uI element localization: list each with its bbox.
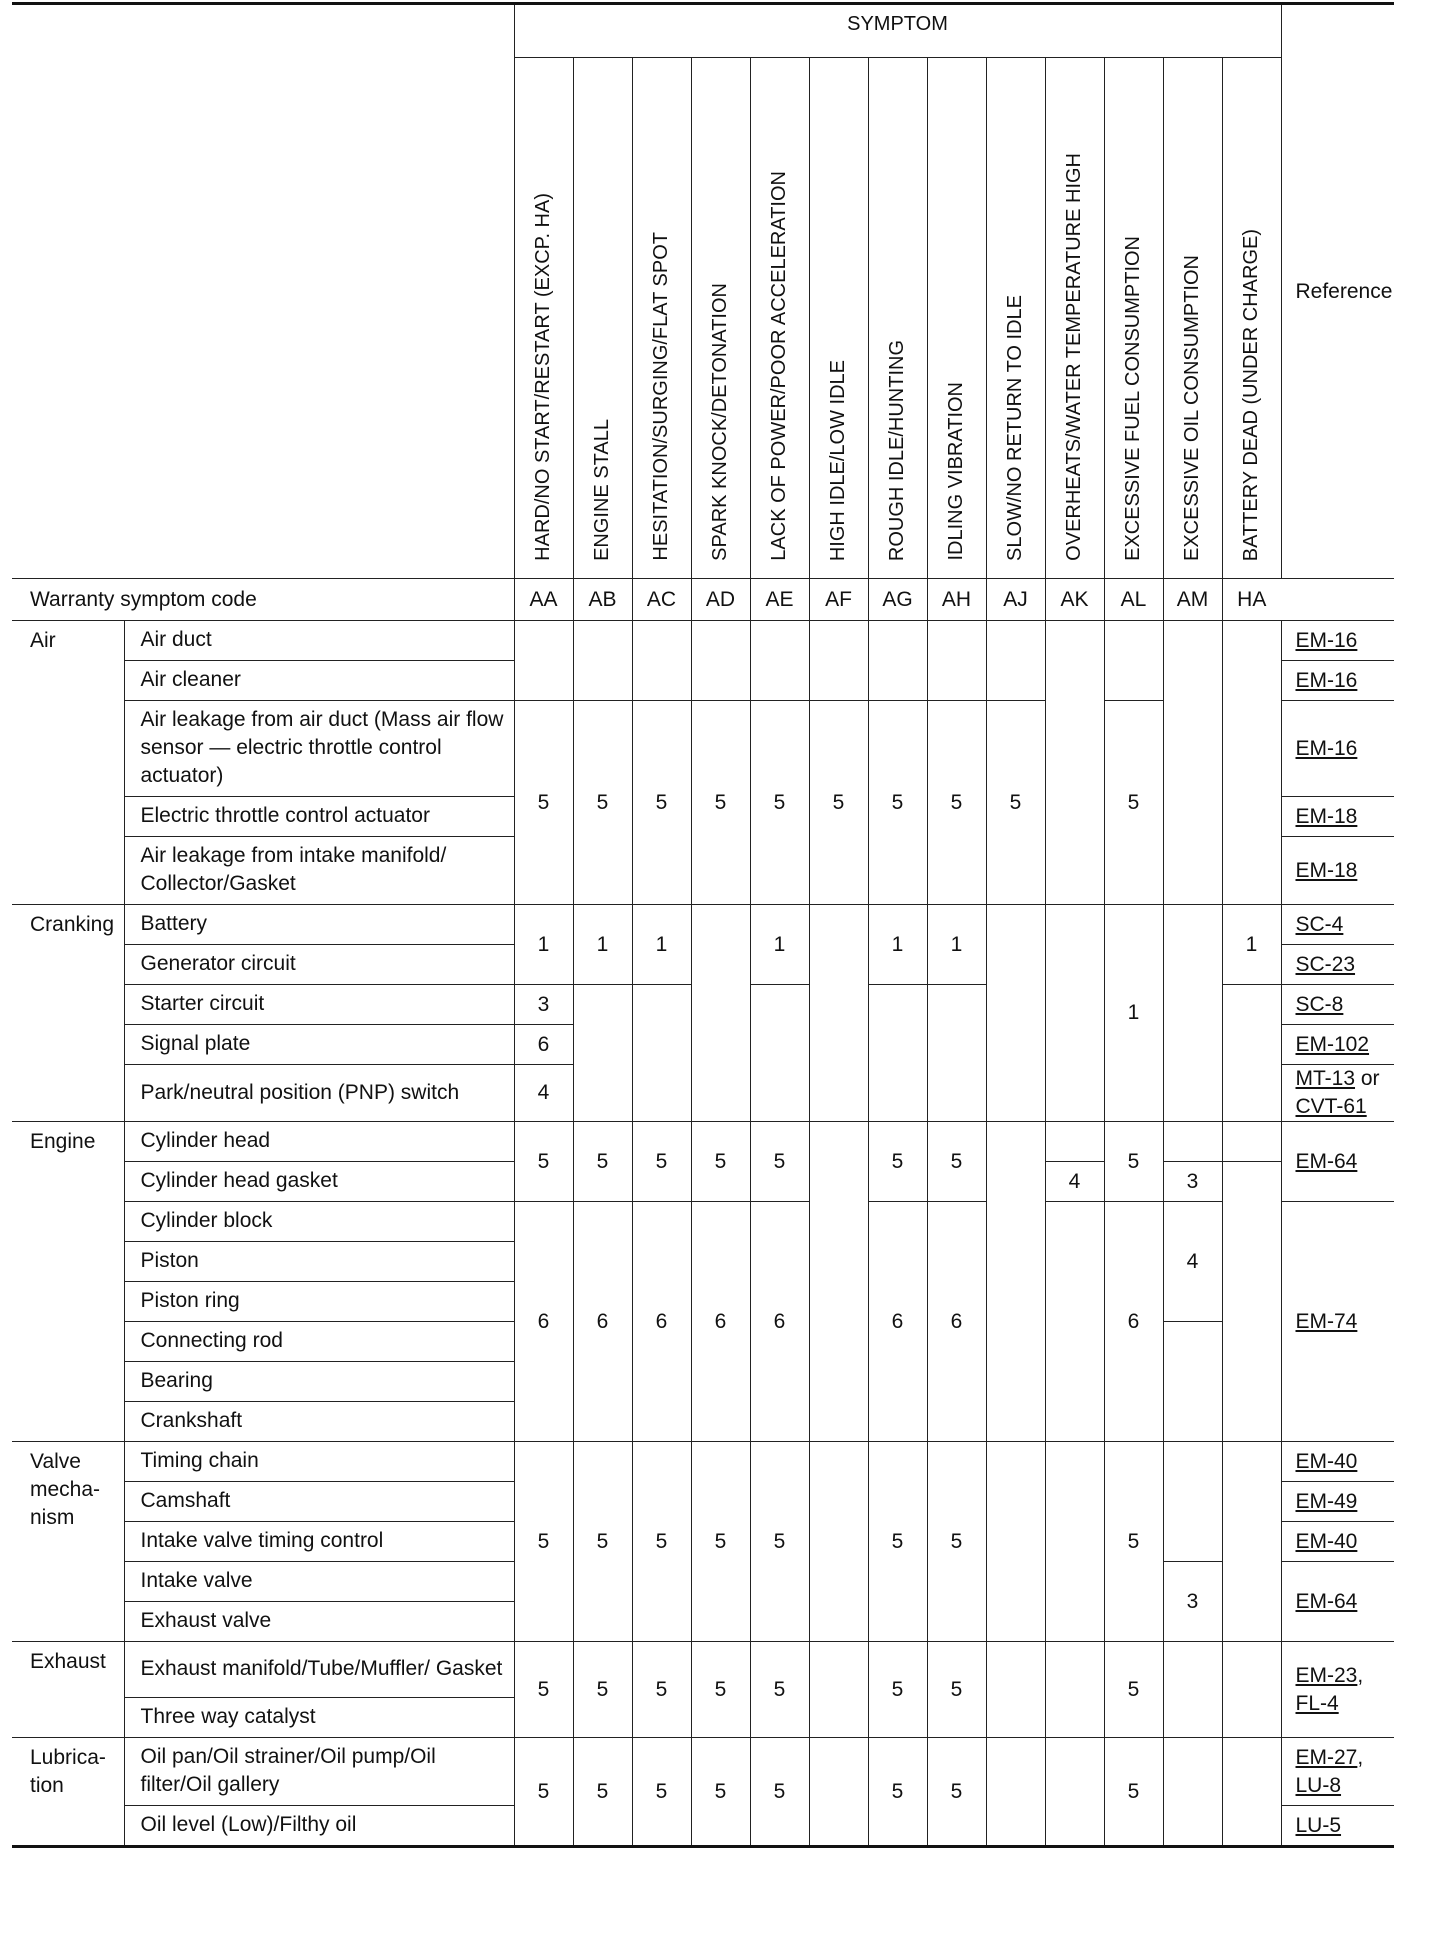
value-cell: 5 <box>986 701 1045 905</box>
value-cell: 5 <box>573 1642 632 1738</box>
symptom-table <box>12 2 1394 1848</box>
symptom-label: LACK OF POWER/POOR ACCELERATION <box>768 171 790 561</box>
cell-empty <box>809 905 868 1122</box>
value-cell: 5 <box>868 1642 927 1738</box>
symptom-label: HESITATION/SURGING/FLAT SPOT <box>650 232 672 561</box>
ref-link[interactable]: EM-40 <box>1295 1529 1358 1553</box>
ref-cell <box>1281 661 1394 701</box>
symptom-name <box>1045 58 1104 579</box>
ref-cell <box>1281 701 1394 797</box>
value-cell: 5 <box>809 701 868 905</box>
value-cell: 5 <box>691 1642 750 1738</box>
symptom-table-wrapper <box>12 2 1394 1848</box>
value-cell: 5 <box>927 701 986 905</box>
value-cell: 5 <box>1104 701 1163 905</box>
cell-empty <box>1163 621 1222 905</box>
ref-link[interactable]: EM-102 <box>1295 1032 1370 1056</box>
symptom-name <box>986 58 1045 579</box>
ref-link[interactable]: EM-49 <box>1295 1489 1358 1513</box>
cell-empty <box>809 1642 868 1738</box>
value-cell: 1 <box>927 905 986 985</box>
cell-empty <box>1222 985 1281 1122</box>
symptom-label: SLOW/NO RETURN TO IDLE <box>1004 295 1026 561</box>
group-air: Air <box>12 621 124 905</box>
symptom-name <box>1104 58 1163 579</box>
ref-link[interactable]: SC-4 <box>1295 912 1344 936</box>
value-cell: 6 <box>1104 1202 1163 1442</box>
ref-cell <box>1281 1025 1394 1065</box>
item-crankshaft: Crankshaft <box>124 1402 514 1442</box>
value-cell: 1 <box>868 905 927 985</box>
value-cell: 5 <box>691 1738 750 1847</box>
value-cell: 5 <box>514 701 573 905</box>
item-piston: Piston <box>124 1242 514 1282</box>
ref-cell <box>1281 1522 1394 1562</box>
cell-empty <box>750 985 809 1122</box>
symptom-label: ROUGH IDLE/HUNTING <box>886 339 908 561</box>
cell-empty <box>1045 905 1104 1122</box>
symptom-name <box>1163 58 1222 579</box>
symptom-name <box>868 58 927 579</box>
value-cell: 6 <box>927 1202 986 1442</box>
ref-cell <box>1281 1442 1394 1482</box>
item-cyl-block: Cylinder block <box>124 1202 514 1242</box>
warranty-code: AH <box>927 579 986 621</box>
warranty-code: AB <box>573 579 632 621</box>
symptom-name <box>632 58 691 579</box>
ref-cell <box>1281 985 1394 1025</box>
ref-link[interactable]: EM-18 <box>1295 804 1358 828</box>
cell-empty <box>809 621 868 701</box>
ref-link[interactable]: EM-64 <box>1295 1149 1358 1173</box>
item-timing-chain: Timing chain <box>124 1442 514 1482</box>
group-lubrication: Lubrica-tion <box>12 1738 124 1847</box>
cell-empty <box>809 1442 868 1642</box>
ref-comma: , <box>1357 1745 1364 1769</box>
warranty-code: AM <box>1163 579 1222 621</box>
ref-cell <box>1281 1122 1394 1202</box>
value-cell: 1 <box>573 905 632 985</box>
item-intake-valve: Intake valve <box>124 1562 514 1602</box>
cell-empty <box>1222 621 1281 905</box>
warranty-code: AF <box>809 579 868 621</box>
value-cell: 5 <box>1104 1738 1163 1847</box>
value-cell: 5 <box>632 1442 691 1642</box>
cell-empty <box>1163 1642 1222 1738</box>
item-air-duct: Air duct <box>124 621 514 661</box>
ref-cell <box>1281 797 1394 837</box>
ref-cell <box>1281 1482 1394 1522</box>
value-cell: 3 <box>1163 1562 1222 1642</box>
symptom-label: HARD/NO START/RESTART (EXCP. HA) <box>532 193 554 561</box>
ref-link[interactable]: CVT-61 <box>1295 1095 1367 1118</box>
ref-link[interactable]: LU-8 <box>1295 1773 1342 1797</box>
ref-cell <box>1281 905 1394 945</box>
ref-link[interactable]: EM-74 <box>1295 1309 1358 1333</box>
item-etc-actuator: Electric throttle control actuator <box>124 797 514 837</box>
item-air-cleaner: Air cleaner <box>124 661 514 701</box>
cell-empty <box>573 985 632 1122</box>
item-generator: Generator circuit <box>124 945 514 985</box>
ref-link[interactable]: SC-8 <box>1295 992 1344 1016</box>
cell-empty <box>1163 1442 1222 1562</box>
cell-empty <box>573 621 632 701</box>
value-cell: 3 <box>1163 1162 1222 1202</box>
cell-empty <box>986 1738 1045 1847</box>
value-cell: 5 <box>632 1642 691 1738</box>
warranty-code: AD <box>691 579 750 621</box>
item-air-leak-duct: Air leakage from air duct (Mass air flow sensor — electric throttle control actuator) <box>124 701 514 797</box>
value-cell: 4 <box>1163 1202 1222 1322</box>
cell-empty <box>1045 1738 1104 1847</box>
item-cyl-head-gasket: Cylinder head gasket <box>124 1162 514 1202</box>
item-exhaust-valve: Exhaust valve <box>124 1602 514 1642</box>
value-cell: 1 <box>514 905 573 985</box>
ref-cell <box>1281 837 1394 905</box>
cell-empty <box>514 621 573 701</box>
symptom-label: HIGH IDLE/LOW IDLE <box>827 359 849 561</box>
symptom-name <box>514 58 573 579</box>
item-exhaust-manifold: Exhaust manifold/Tube/Muffler/ Gasket <box>124 1642 514 1698</box>
item-oil-level: Oil level (Low)/Filthy oil <box>124 1806 514 1847</box>
item-cyl-head: Cylinder head <box>124 1122 514 1162</box>
value-cell: 5 <box>573 1738 632 1847</box>
ref-link[interactable]: EM-16 <box>1295 668 1358 692</box>
ref-comma: , <box>1357 1663 1364 1687</box>
value-cell: 5 <box>514 1122 573 1202</box>
value-cell: 1 <box>750 905 809 985</box>
value-cell: 5 <box>750 1442 809 1642</box>
value-cell: 6 <box>750 1202 809 1442</box>
item-signal-plate: Signal plate <box>124 1025 514 1065</box>
cell-empty <box>868 985 927 1122</box>
item-air-leak-manifold: Air leakage from intake manifold/ Collector/Gasket <box>124 837 514 905</box>
ref-link[interactable]: EM-16 <box>1295 628 1358 652</box>
ref-link[interactable]: FL-4 <box>1295 1691 1339 1715</box>
symptom-name <box>927 58 986 579</box>
symptom-name <box>750 58 809 579</box>
value-cell: 5 <box>573 1122 632 1202</box>
value-cell: 5 <box>691 1122 750 1202</box>
cell-empty <box>1045 1442 1104 1642</box>
warranty-code: AA <box>514 579 573 621</box>
ref-cell <box>1281 1065 1394 1122</box>
cell-empty <box>632 621 691 701</box>
symptom-label: SPARK KNOCK/DETONATION <box>709 283 731 561</box>
cell-empty <box>927 985 986 1122</box>
ref-link[interactable]: SC-23 <box>1295 952 1356 976</box>
value-cell: 5 <box>632 1738 691 1847</box>
cell-empty <box>1045 621 1104 905</box>
cell-empty <box>691 621 750 701</box>
value-cell: 5 <box>691 701 750 905</box>
cell-empty <box>1045 1122 1104 1162</box>
value-cell: 6 <box>691 1202 750 1442</box>
item-battery: Battery <box>124 905 514 945</box>
value-cell: 6 <box>632 1202 691 1442</box>
ref-cell <box>1281 1642 1394 1738</box>
cell-empty <box>986 1442 1045 1642</box>
item-bearing: Bearing <box>124 1362 514 1402</box>
value-cell: 5 <box>927 1442 986 1642</box>
value-cell: 5 <box>927 1122 986 1202</box>
value-cell: 1 <box>632 905 691 985</box>
warranty-code: AC <box>632 579 691 621</box>
warranty-code: AJ <box>986 579 1045 621</box>
cell-empty <box>1104 621 1163 701</box>
value-cell: 6 <box>868 1202 927 1442</box>
symptom-label: EXCESSIVE FUEL CONSUMPTION <box>1122 236 1144 561</box>
symptom-name <box>1222 58 1281 579</box>
value-cell: 5 <box>750 701 809 905</box>
warranty-code: AK <box>1045 579 1104 621</box>
value-cell: 5 <box>632 1122 691 1202</box>
warranty-code: AG <box>868 579 927 621</box>
value-cell: 5 <box>514 1738 573 1847</box>
ref-link[interactable]: EM-27 <box>1295 1745 1358 1769</box>
value-cell: 1 <box>1222 905 1281 985</box>
item-con-rod: Connecting rod <box>124 1322 514 1362</box>
header-blank <box>12 4 514 579</box>
item-catalyst: Three way catalyst <box>124 1698 514 1738</box>
warranty-code: HA <box>1222 579 1281 621</box>
value-cell: 5 <box>868 1122 927 1202</box>
value-cell: 5 <box>868 701 927 905</box>
group-engine: Engine <box>12 1122 124 1442</box>
value-cell: 5 <box>868 1442 927 1642</box>
value-cell: 5 <box>927 1642 986 1738</box>
cell-empty <box>1222 1162 1281 1442</box>
value-cell: 4 <box>1045 1162 1104 1202</box>
ref-link[interactable]: EM-23 <box>1295 1663 1358 1687</box>
value-cell: 5 <box>750 1642 809 1738</box>
cell-empty <box>1222 1442 1281 1642</box>
cell-empty <box>750 621 809 701</box>
symptom-label: EXCESSIVE OIL CONSUMPTION <box>1181 255 1203 561</box>
symptom-label: ENGINE STALL <box>591 419 613 561</box>
cell-empty <box>1163 1122 1222 1162</box>
value-cell: 5 <box>1104 1642 1163 1738</box>
ref-link[interactable]: EM-64 <box>1295 1589 1358 1613</box>
reference-header: Reference <box>1281 4 1394 579</box>
item-ivtc: Intake valve timing control <box>124 1522 514 1562</box>
value-cell: 6 <box>514 1202 573 1442</box>
symptom-label: IDLING VIBRATION <box>945 382 967 561</box>
item-camshaft: Camshaft <box>124 1482 514 1522</box>
value-cell: 5 <box>750 1738 809 1847</box>
value-cell: 6 <box>514 1025 573 1065</box>
warranty-code: AE <box>750 579 809 621</box>
symptom-name <box>809 58 868 579</box>
cell-empty <box>809 1738 868 1847</box>
ref-link[interactable]: EM-16 <box>1295 736 1358 760</box>
group-valve-mechanism: Valve mecha-nism <box>12 1442 124 1642</box>
cell-empty <box>1222 1122 1281 1162</box>
symptom-label: BATTERY DEAD (UNDER CHARGE) <box>1240 228 1262 561</box>
cell-empty <box>868 621 927 701</box>
item-oil-pan: Oil pan/Oil strainer/Oil pump/Oil filter/Oil gallery <box>124 1738 514 1806</box>
cell-empty <box>1163 905 1222 1122</box>
value-cell: 5 <box>1104 1442 1163 1642</box>
value-cell: 5 <box>573 1442 632 1642</box>
cell-empty <box>632 985 691 1122</box>
cell-empty <box>986 1122 1045 1442</box>
cell-empty <box>1163 1738 1222 1847</box>
value-cell: 5 <box>927 1738 986 1847</box>
value-cell: 1 <box>1104 905 1163 1122</box>
ref-cell <box>1281 945 1394 985</box>
value-cell: 5 <box>1104 1122 1163 1202</box>
item-pnp-switch: Park/neutral position (PNP) switch <box>124 1065 514 1122</box>
item-piston-ring: Piston ring <box>124 1282 514 1322</box>
cell-empty <box>986 905 1045 1122</box>
ref-link[interactable]: LU-5 <box>1295 1813 1342 1837</box>
warranty-code-label: Warranty symptom code <box>12 579 514 621</box>
symptom-name <box>573 58 632 579</box>
value-cell: 3 <box>514 985 573 1025</box>
ref-cell <box>1281 1202 1394 1442</box>
value-cell: 5 <box>514 1442 573 1642</box>
cell-empty <box>1045 1202 1104 1442</box>
ref-cell <box>1281 1562 1394 1642</box>
symptom-label: OVERHEATS/WATER TEMPERATURE HIGH <box>1063 153 1085 561</box>
cell-empty <box>1222 1642 1281 1738</box>
cell-empty <box>1045 1642 1104 1738</box>
value-cell: 5 <box>750 1122 809 1202</box>
value-cell: 4 <box>514 1065 573 1122</box>
cell-empty <box>986 621 1045 701</box>
ref-link[interactable]: EM-40 <box>1295 1449 1358 1473</box>
symptom-header: SYMPTOM <box>514 4 1281 58</box>
cell-empty <box>927 621 986 701</box>
cell-empty <box>691 905 750 1122</box>
value-cell: 5 <box>573 701 632 905</box>
cell-empty <box>986 1642 1045 1738</box>
item-starter: Starter circuit <box>124 985 514 1025</box>
ref-link[interactable]: EM-18 <box>1295 858 1358 882</box>
ref-link[interactable]: MT-13 <box>1295 1067 1356 1090</box>
cell-empty <box>809 1122 868 1442</box>
group-cranking: Cranking <box>12 905 124 1122</box>
ref-cell <box>1281 1738 1394 1806</box>
cell-empty <box>1222 1738 1281 1847</box>
ref-cell <box>1281 621 1394 661</box>
ref-cell <box>1281 1806 1394 1847</box>
value-cell: 5 <box>691 1442 750 1642</box>
warranty-code: AL <box>1104 579 1163 621</box>
value-cell: 5 <box>632 701 691 905</box>
cell-empty <box>1163 1322 1222 1442</box>
value-cell: 6 <box>573 1202 632 1442</box>
symptom-name <box>691 58 750 579</box>
value-cell: 5 <box>514 1642 573 1738</box>
value-cell: 5 <box>868 1738 927 1847</box>
group-exhaust: Exhaust <box>12 1642 124 1738</box>
ref-or: or <box>1360 1067 1380 1090</box>
